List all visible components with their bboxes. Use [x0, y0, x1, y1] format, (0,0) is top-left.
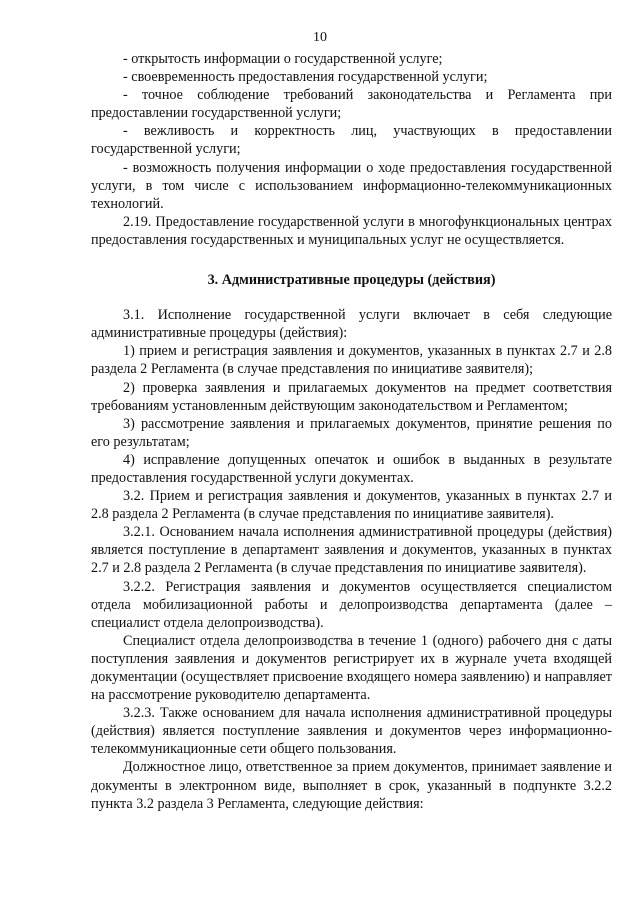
document-body	[91, 50, 612, 813]
paragraph-2-19: 2.19. Предоставление государственной услуги в многофункциональных центрах предоставления государственных и муниципальных услуг не осуществляется.	[91, 213, 612, 248]
section-heading: 3. Административные процедуры (действия)	[207, 272, 496, 289]
procedure-item-4: 4) исправление допущенных опечаток и ошибок в выданных в результате предоставления государственной услуги документах.	[91, 451, 612, 486]
list-item-openness: - открытость информации о государственной услуге;	[123, 51, 443, 67]
list-item-information-access: - возможность получения информации о ходе предоставления государственной услуги, в том числе с использованием информационно-телекоммуникационных технологий.	[91, 159, 612, 212]
paragraph-3-1: 3.1. Исполнение государственной услуги включает в себя следующие административные процедуры (действия):	[91, 307, 612, 342]
page-number: 10	[313, 30, 327, 45]
procedure-item-2: 2) проверка заявления и прилагаемых документов на предмет соответствия требованиям установленным действующим законодательством и Регламентом;	[91, 379, 612, 414]
list-item-timeliness: - своевременность предоставления государственной услуги;	[123, 69, 488, 86]
list-item-politeness: - вежливость и корректность лиц, участвующих в предоставлении государственной услуги;	[91, 123, 612, 158]
paragraph-responsible-person: Должностное лицо, ответственное за прием документов, принимает заявление и документы в электронном виде, выполняет в срок, указанный в подпункте 3.2.2 пункта 3.2 раздела 3 Регламента, следующие действия:	[91, 759, 612, 812]
paragraph-3-2: 3.2. Прием и регистрация заявления и документов, указанных в пунктах 2.7 и 2.8 раздела 2 Регламента (в случае представления по инициативе заявителя).	[91, 488, 612, 523]
list-item-compliance: - точное соблюдение требований законодательства и Регламента при предоставлении государственной услуги;	[91, 87, 612, 122]
paragraph-registration: Специалист отдела делопроизводства в течение 1 (одного) рабочего дня с даты поступления заявления и документов регистрирует их в журнале учета входящей документации (осуществляет присвоение входящего номера заявлению) и направляет на рассмотрение руководителю департамента.	[91, 632, 612, 704]
procedure-item-3: 3) рассмотрение заявления и прилагаемых документов, принятие решения по его результатам;	[91, 415, 612, 450]
paragraph-3-2-3: 3.2.3. Также основанием для начала исполнения административной процедуры (действия) является поступление заявления и документов через информационно-телекоммуникационные сети общего пользования.	[91, 705, 612, 758]
paragraph-3-2-1: 3.2.1. Основанием начала исполнения административной процедуры (действия) является поступление в департамент заявления и документов, указанных в пунктах 2.7 и 2.8 раздела 2 Регламента (в случае представления по инициативе заявителя).	[91, 524, 612, 577]
paragraph-3-2-2: 3.2.2. Регистрация заявления и документов осуществляется специалистом отдела мобилизационной работы и делопроизводства департамента (далее – специалист отдела делопроизводства).	[91, 578, 612, 631]
procedure-item-1: 1) прием и регистрация заявления и документов, указанных в пунктах 2.7 и 2.8 раздела 2 Регламента (в случае представления по инициативе заявителя);	[91, 343, 612, 378]
